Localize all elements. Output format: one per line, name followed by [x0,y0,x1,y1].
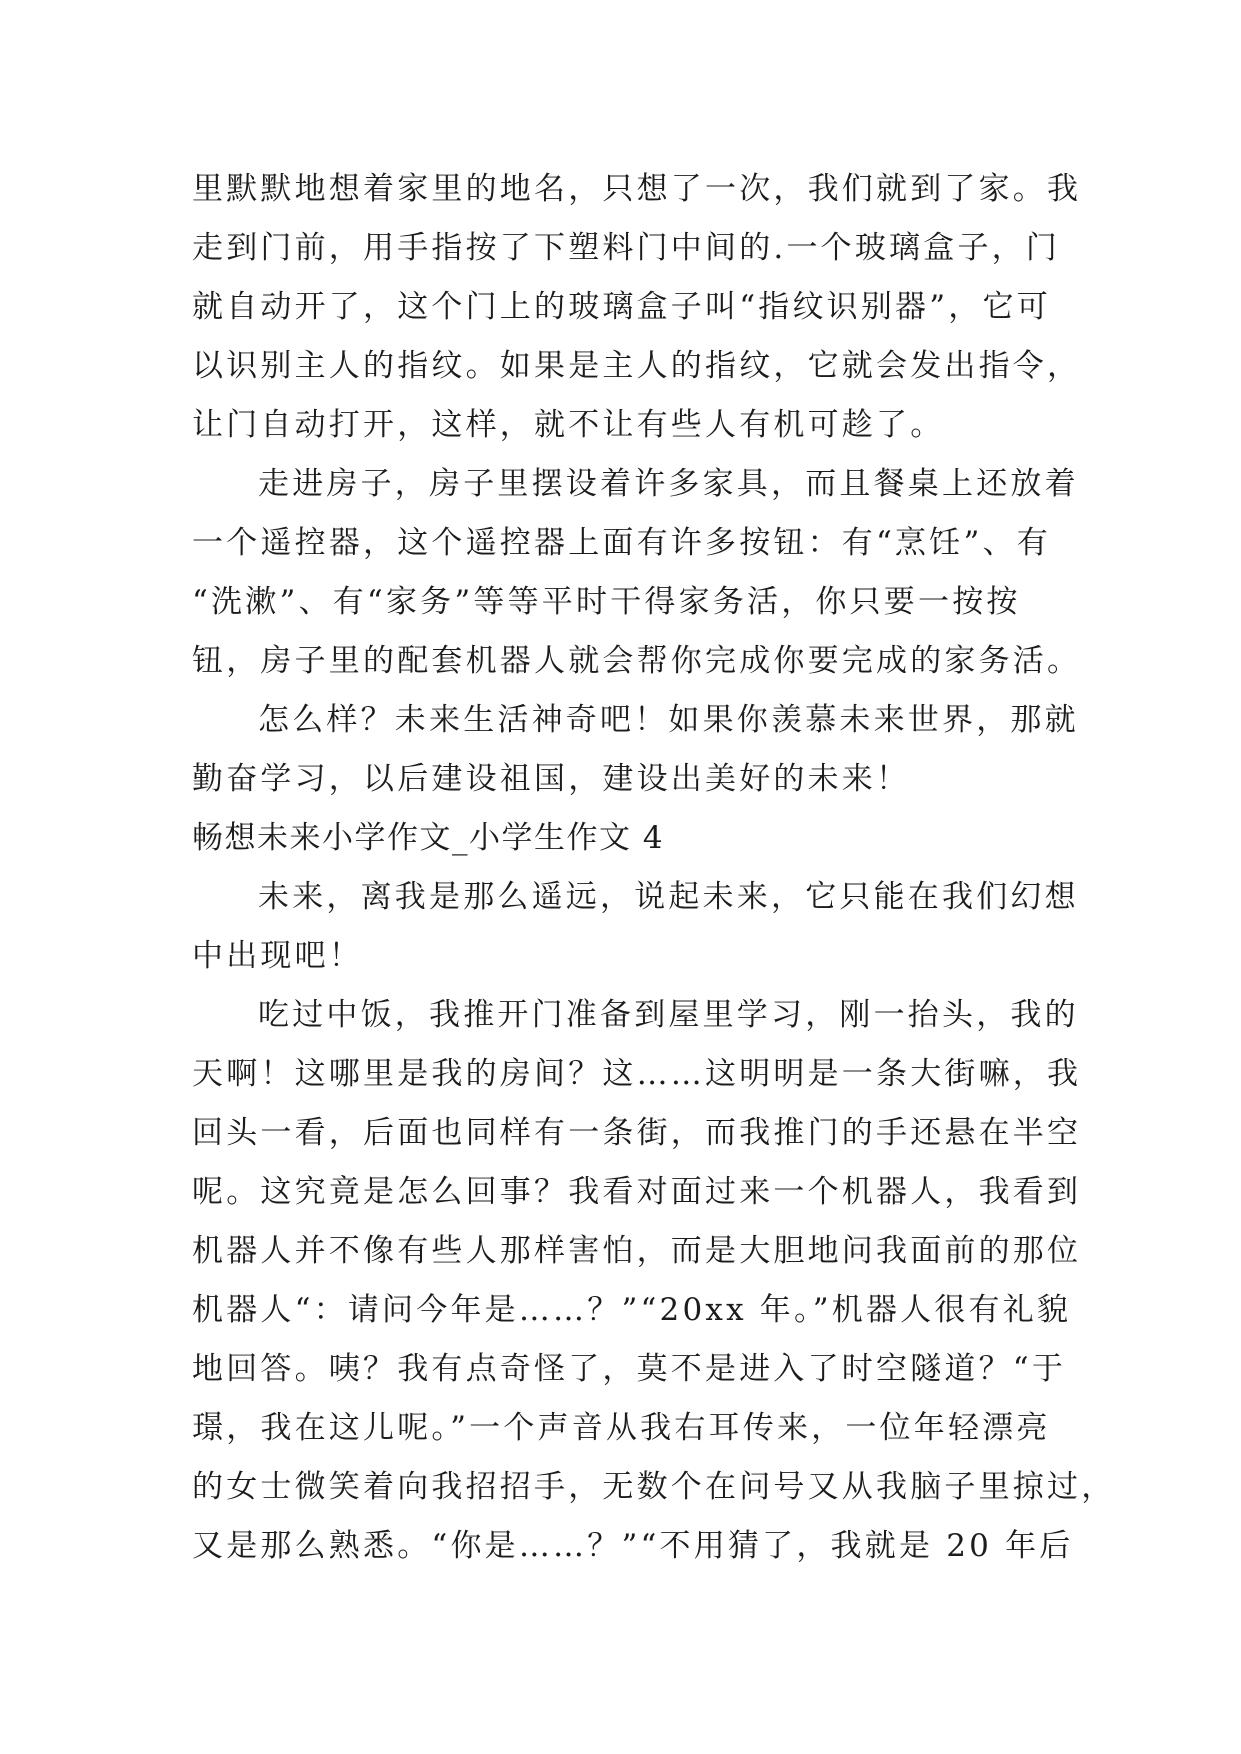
text-line: 勤奋学习，以后建设祖国，建设出美好的未来！ [192,761,911,797]
text-line: 走进房子，房子里摆设着许多家具，而且餐桌上还放着 [258,466,1079,502]
text-line: 一个遥控器，这个遥控器上面有许多按钮：有“烹饪”、有 [192,525,1051,561]
text-line: 让门自动打开，这样，就不让有些人有机可趁了。 [192,407,945,443]
paragraph [192,455,1082,691]
text-line: 呢。这究竟是怎么回事？我看对面过来一个机器人，我看到 [192,1174,1082,1210]
paragraph [192,691,1079,809]
text-line: 回头一看，后面也同样有一条街，而我推门的手还悬在半空 [192,1115,1082,1151]
text-line: 走到门前，用手指按了下塑料门中间的.一个玻璃盒子，门 [192,230,1061,266]
text-line: 璟，我在这儿呢。”一个声音从我右耳传来，一位年轻漂亮 [192,1410,1051,1446]
text-line: 地回答。咦？我有点奇怪了，莫不是进入了时空隧道？“于 [192,1351,1067,1387]
section-heading: 畅想未来小学作文_小学生作文 4 [192,820,665,856]
paragraph [192,986,1116,1576]
text-line: 未来，离我是那么遥远，说起未来，它只能在我们幻想 [258,879,1079,915]
text-line: 机器人“：请问今年是……？”“20xx 年。”机器人很有礼貌 [192,1292,1072,1328]
text-line: 就自动开了，这个门上的玻璃盒子叫“指纹识别器”，它可 [192,289,1051,325]
paragraph [192,160,1082,455]
paragraph [192,868,1079,986]
text-line: 机器人并不像有些人那样害怕，而是大胆地问我面前的那位 [192,1233,1082,1269]
text-line: 又是那么熟悉。“你是……？”“不用猜了，我就是 20 年后 [192,1528,1074,1564]
text-line: 天啊！这哪里是我的房间？这……这明明是一条大街嘛，我 [192,1056,1082,1092]
text-line: 以识别主人的指纹。如果是主人的指纹，它就会发出指令， [192,348,1082,384]
text-line: 的女士微笑着向我招招手，无数个在问号又从我脑子里掠过， [192,1469,1116,1505]
text-line: “洗漱”、有“家务”等等平时干得家务活，你只要一按按 [192,584,1021,620]
text-line: 中出现吧！ [192,938,363,974]
text-line: 吃过中饭，我推开门准备到屋里学习，刚一抬头，我的 [258,997,1079,1033]
text-line: 里默默地想着家里的地名，只想了一次，我们就到了家。我 [192,171,1082,207]
text-line: 怎么样？未来生活神奇吧！如果你羡慕未来世界，那就 [258,702,1079,738]
text-line: 钮，房子里的配套机器人就会帮你完成你要完成的家务活。 [192,643,1082,679]
document-body [192,160,1116,1576]
